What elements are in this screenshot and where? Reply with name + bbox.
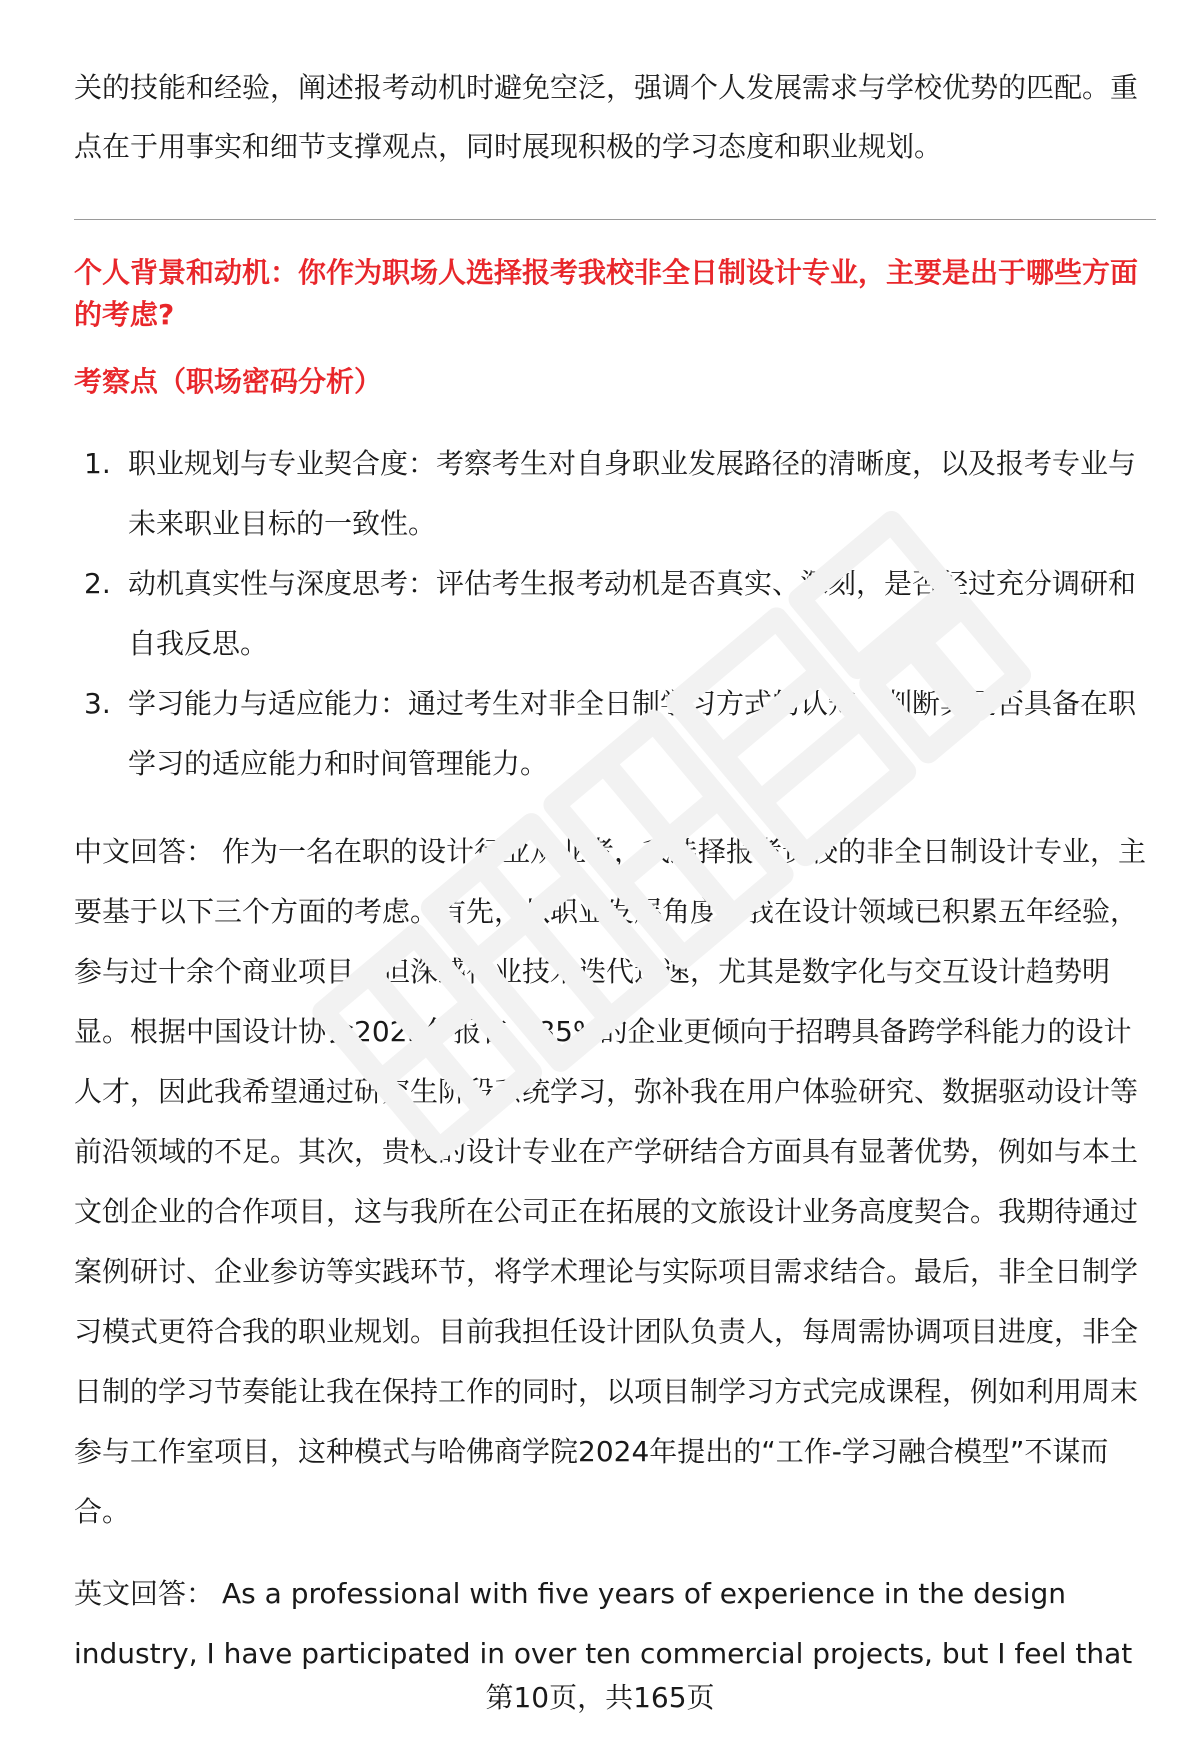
chinese-answer-text: 作为一名在职的设计行业从业者，我选择报考贵校的非全日制设计专业，主要基于以下三个方面的考虑。首先，从职业发展角度，我在设计领域已积累五年经验，参与过十余个商业项目，但深感行业技术迭代迅速，尤其是数字化与交互设计趋势明显。根据中国设计协会2023年报告，85%的企业更倾向于招聘具备跨学科能力的设计人才，因此我希望通过研究生阶段系统学习，弥补我在用户体验研究、数据驱动设计等前沿领域的不足。其次，贵校的设计专业在产学研结合方面具有显著优势，例如与本土文创企业的合作项目，这与我所在公司正在拓展的文旅设计业务高度契合。我期待通过案例研讨、企业参访等实践环节，将学术理论与实际项目需求结合。最后，非全日制学习模式更符合我的职业规划。目前我担任设计团队负责人，每周需协调项目进度，非全日制的学习节奏能让我在保持工作的同时，以项目制学习方式完成课程，例如利用周末参与工作室项目，这种模式与哈佛商学院2024年提出的“工作-学习融合模型”不谋而合。 [74,835,1147,1528]
points-list [74,434,1154,794]
section-divider [74,219,1156,220]
english-answer [74,1564,1156,1684]
english-answer-text: As a professional with five years of experience in the design industry, I have participated in over ten commercial projects, but I feel that [74,1577,1133,1670]
list-item-text: 动机真实性与深度思考：评估考生报考动机是否真实、深刻，是否经过充分调研和自我反思。 [128,567,1137,660]
list-item [74,554,1154,674]
points-title: 考察点（职场密码分析） [74,365,383,398]
document-page [74,0,1154,1755]
english-answer-label: 英文回答： [74,1577,215,1610]
list-item-text: 职业规划与专业契合度：考察考生对自身职业发展路径的清晰度，以及报考专业与未来职业目标的一致性。 [128,447,1137,540]
page-number-footer: 第10页，共165页 [485,1681,715,1714]
list-item [74,434,1154,554]
chinese-answer-label: 中文回答： [74,835,215,868]
list-item [74,674,1154,794]
list-item-number: 2. [84,567,111,600]
chinese-answer [74,822,1156,1542]
intro-paragraph: 关的技能和经验，阐述报考动机时避免空泛，强调个人发展需求与学校优势的匹配。重点在于用事实和细节支撑观点，同时展现积极的学习态度和职业规划。 [74,71,1139,163]
list-item-number: 3. [84,687,111,720]
list-item-text: 学习能力与适应能力：通过考生对非全日制学习方式的认知，判断其是否具备在职学习的适应能力和时间管理能力。 [128,687,1137,780]
list-item-number: 1. [84,447,111,480]
question-heading: 个人背景和动机：你作为职场人选择报考我校非全日制设计专业，主要是出于哪些方面的考虑? [74,256,1139,331]
